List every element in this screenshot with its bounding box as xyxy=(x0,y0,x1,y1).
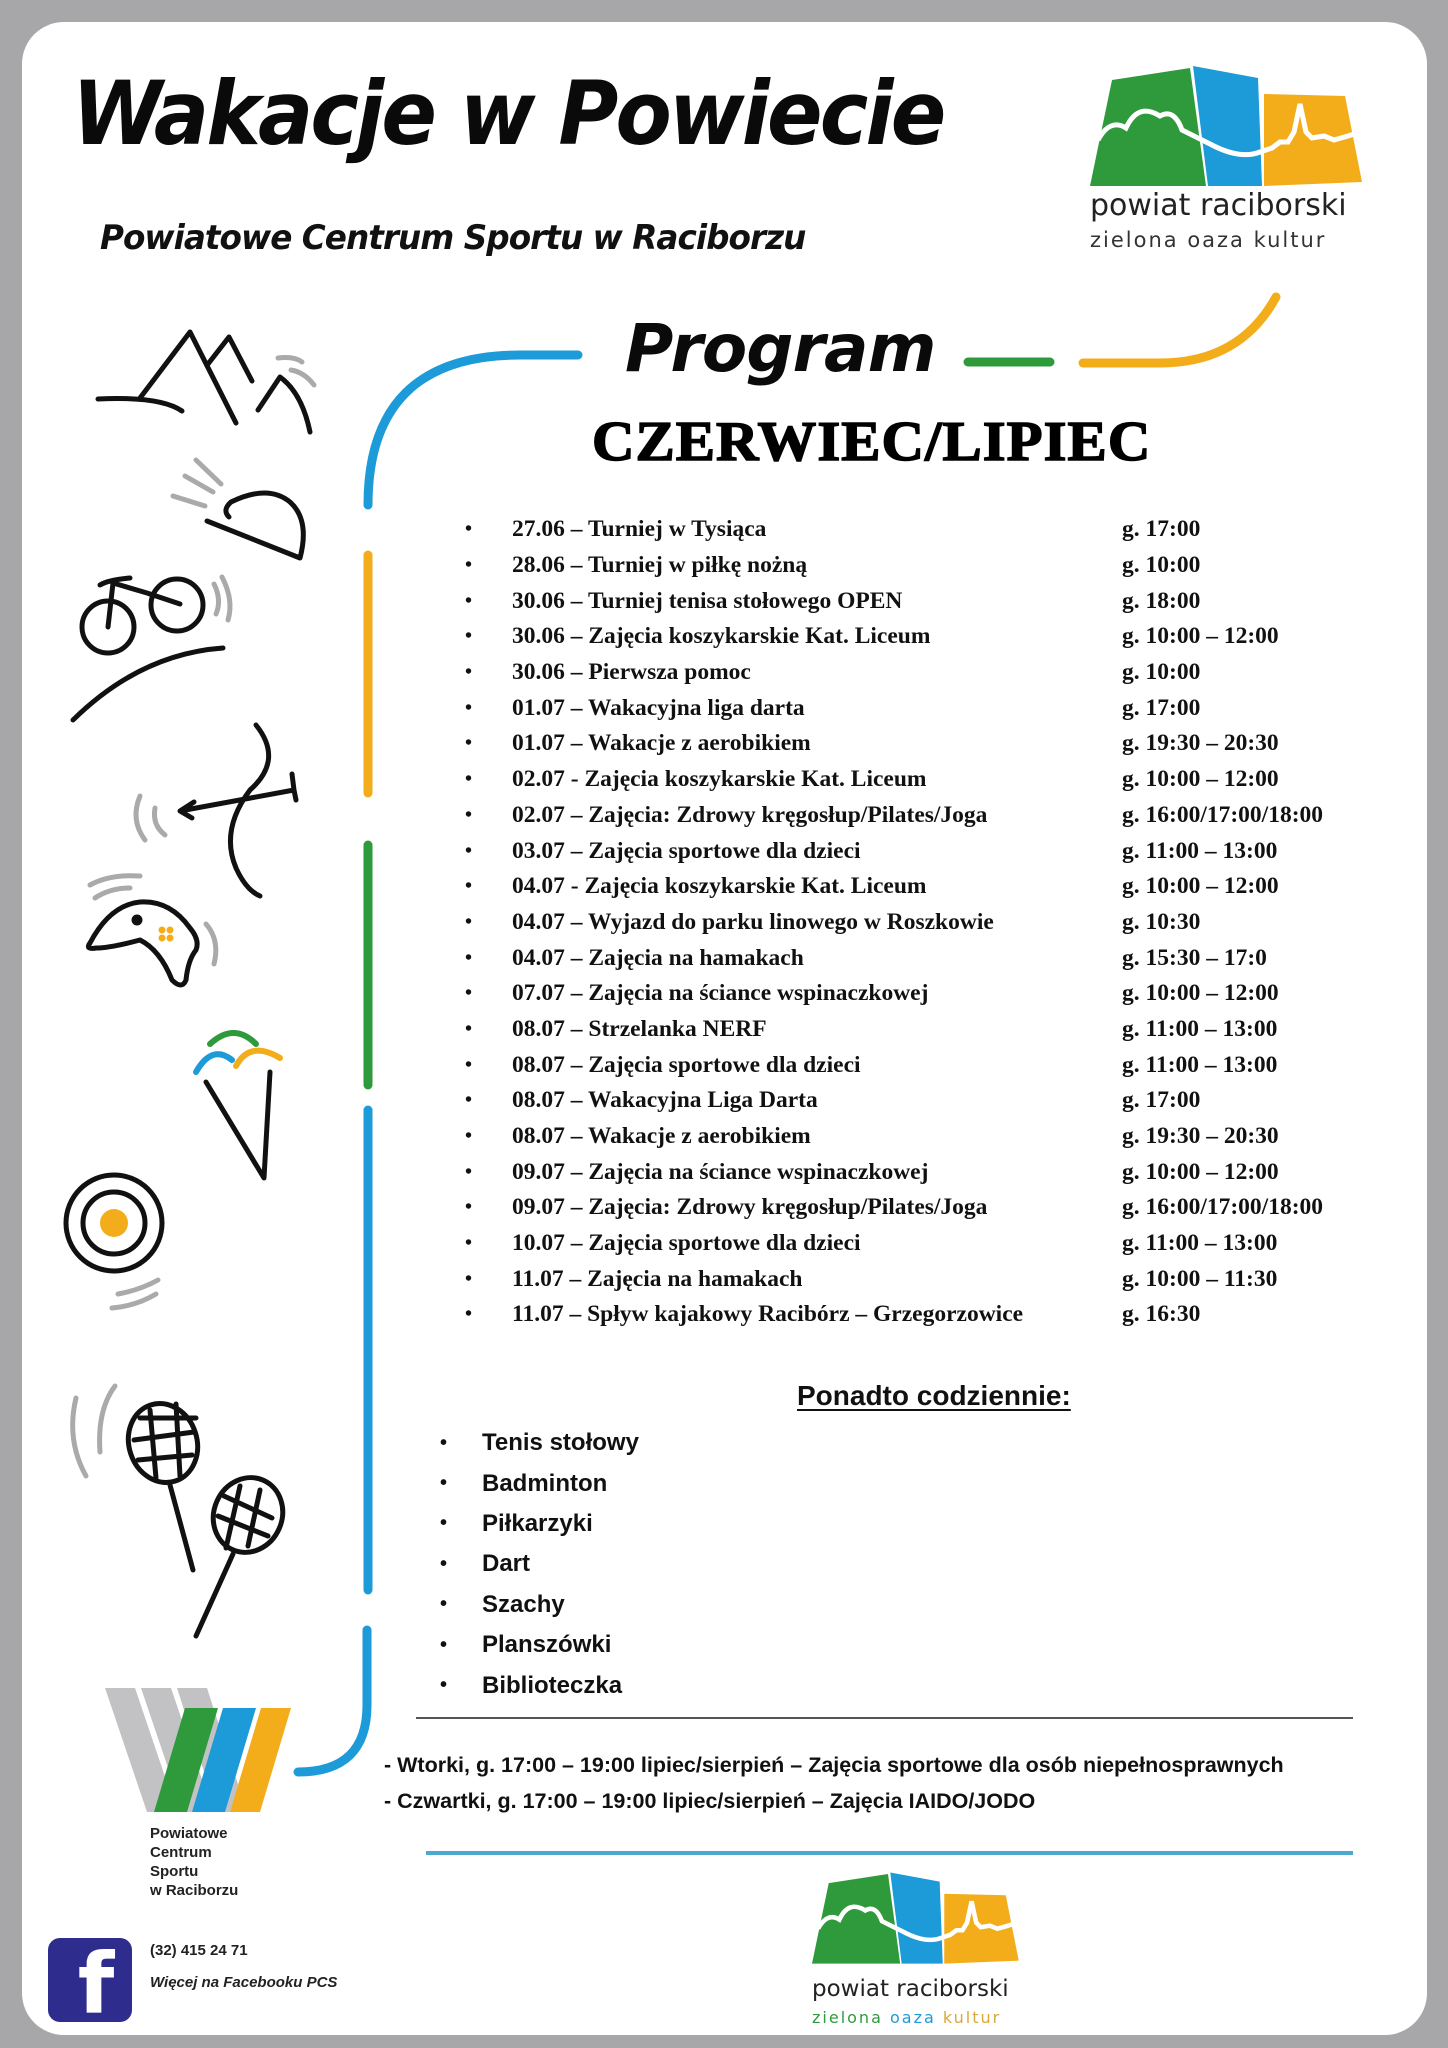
event-name: 11.07 – Zajęcia na hamakach xyxy=(512,1265,803,1292)
bullet: • xyxy=(440,1472,448,1495)
schedule-item xyxy=(463,726,1323,762)
bullet: • xyxy=(465,1267,473,1290)
schedule-item xyxy=(463,1297,1323,1333)
event-time: g. 17:00 xyxy=(1122,1087,1201,1114)
schedule-item xyxy=(463,762,1323,798)
bullet: • xyxy=(440,1552,448,1575)
logo-powiat-top-emblem xyxy=(1090,66,1362,186)
event-time: g. 10:00 – 12:00 xyxy=(1122,980,1279,1007)
months-title: CZERWIEC/LIPIEC xyxy=(592,411,1152,473)
daily-item xyxy=(440,1665,639,1705)
event-time: g. 11:00 – 13:00 xyxy=(1122,1230,1278,1257)
daily-item-label: Badminton xyxy=(482,1469,608,1497)
icon-color-accents xyxy=(100,927,280,1238)
bullet: • xyxy=(465,982,473,1005)
schedule-item xyxy=(463,1119,1323,1155)
event-name: 28.06 – Turniej w piłkę nożną xyxy=(512,552,808,579)
event-time: g. 10:00 – 12:00 xyxy=(1122,623,1279,650)
daily-item-label: Dart xyxy=(482,1550,531,1578)
daily-item xyxy=(440,1544,639,1584)
event-name: 08.07 – Strzelanka NERF xyxy=(512,1015,767,1042)
event-time: g. 16:00/17:00/18:00 xyxy=(1122,1194,1324,1221)
schedule-item xyxy=(463,1226,1323,1262)
event-time: g. 16:00/17:00/18:00 xyxy=(1122,801,1324,828)
schedule-item xyxy=(463,869,1323,905)
event-name: 02.07 – Zajęcia: Zdrowy kręgosłup/Pilates/Joga xyxy=(512,801,988,828)
daily-item xyxy=(440,1585,639,1625)
target-icon xyxy=(66,1175,162,1308)
bullet: • xyxy=(465,1303,473,1326)
schedule-item xyxy=(463,690,1323,726)
daily-item xyxy=(440,1504,639,1544)
phone-number: (32) 415 24 71 xyxy=(150,1942,248,1959)
bullet: • xyxy=(465,1160,473,1183)
bullet: • xyxy=(465,839,473,862)
schedule-item xyxy=(463,940,1323,976)
facebook-glyph: f xyxy=(77,1938,115,2022)
event-name: 08.07 – Wakacje z aerobikiem xyxy=(512,1123,811,1150)
bullet: • xyxy=(465,946,473,969)
pcs-logo-icon xyxy=(105,1688,291,1812)
bullet: • xyxy=(440,1431,448,1454)
event-name: 30.06 – Turniej tenisa stołowego OPEN xyxy=(512,587,903,614)
schedule-item xyxy=(463,1047,1323,1083)
event-time: g. 10:00 xyxy=(1122,659,1201,686)
schedule-item xyxy=(463,655,1323,691)
mountains-icon xyxy=(98,332,314,432)
schedule-item xyxy=(463,1261,1323,1297)
schedule-item xyxy=(463,548,1323,584)
blue-line-top xyxy=(368,355,578,505)
divider-blue xyxy=(426,1851,1353,1855)
event-name: 01.07 – Wakacje z aerobikiem xyxy=(512,730,811,757)
facebook-link-text[interactable]: Więcej na Facebooku PCS xyxy=(150,1974,338,1991)
schedule-item xyxy=(463,512,1323,548)
note-tuesday: - Wtorki, g. 17:00 – 19:00 lipiec/sierpień – Zajęcia sportowe dla osób niepełnosprawnych xyxy=(384,1753,1284,1777)
bullet: • xyxy=(465,1232,473,1255)
blue-line-bottom-hook xyxy=(298,1630,367,1772)
event-time: g. 19:30 – 20:30 xyxy=(1122,730,1279,757)
event-time: g. 10:30 xyxy=(1122,908,1201,935)
daily-activities-list xyxy=(440,1423,639,1706)
event-time: g. 10:00 – 12:00 xyxy=(1122,766,1279,793)
tagline-word-1: zielona xyxy=(812,2008,883,2027)
event-time: g. 11:00 – 13:00 xyxy=(1122,1051,1278,1078)
event-name: 04.07 – Zajęcia na hamakach xyxy=(512,944,804,971)
bullet: • xyxy=(440,1512,448,1535)
pcs-name-line: Centrum xyxy=(150,1844,212,1861)
event-name: 09.07 – Zajęcia: Zdrowy kręgosłup/Pilates/Joga xyxy=(512,1194,988,1221)
event-name: 08.07 – Wakacyjna Liga Darta xyxy=(512,1087,818,1114)
daily-item xyxy=(440,1463,639,1503)
schedule-item xyxy=(463,1154,1323,1190)
schedule-item xyxy=(463,833,1323,869)
bullet: • xyxy=(465,768,473,791)
bullet: • xyxy=(465,1017,473,1040)
schedule-item xyxy=(463,976,1323,1012)
event-name: 10.07 – Zajęcia sportowe dla dzieci xyxy=(512,1230,861,1257)
daily-item-label: Szachy xyxy=(482,1590,565,1618)
bullet: • xyxy=(465,661,473,684)
schedule-item xyxy=(463,798,1323,834)
logo-powiat-name: powiat raciborski xyxy=(1090,188,1347,223)
gamepad-icon xyxy=(88,876,215,985)
event-name: 02.07 - Zajęcia koszykarskie Kat. Liceum xyxy=(512,766,927,793)
daily-heading: Ponadto codziennie: xyxy=(797,1380,1071,1411)
event-name: 30.06 – Zajęcia koszykarskie Kat. Liceum xyxy=(512,623,931,650)
bullet: • xyxy=(465,910,473,933)
event-time: g. 10:00 – 12:00 xyxy=(1122,873,1279,900)
event-name: 11.07 – Spływ kajakowy Racibórz – Grzegorzowice xyxy=(512,1301,1024,1328)
bullet: • xyxy=(465,1053,473,1076)
schedule-item xyxy=(463,1012,1323,1048)
logo-powiat-bottom-tagline xyxy=(812,2008,1001,2027)
bullet: • xyxy=(465,589,473,612)
logo-powiat-tagline: zielona oaza kultur xyxy=(1090,228,1327,252)
bullet: • xyxy=(440,1674,448,1697)
event-time: g. 10:00 – 12:00 xyxy=(1122,1158,1279,1185)
bullet: • xyxy=(465,554,473,577)
event-time: g. 11:00 – 13:00 xyxy=(1122,1015,1278,1042)
event-time: g. 18:00 xyxy=(1122,587,1201,614)
bullet: • xyxy=(465,1196,473,1219)
event-time: g. 11:00 – 13:00 xyxy=(1122,837,1278,864)
event-time: g. 15:30 – 17:0 xyxy=(1122,944,1267,971)
event-name: 03.07 – Zajęcia sportowe dla dzieci xyxy=(512,837,861,864)
yellow-line-curve xyxy=(1083,297,1276,363)
pcs-name-line: Sportu xyxy=(150,1863,199,1880)
event-time: g. 10:00 – 11:30 xyxy=(1122,1265,1278,1292)
event-name: 04.07 - Zajęcia koszykarskie Kat. Liceum xyxy=(512,873,927,900)
bullet: • xyxy=(465,518,473,541)
bullet: • xyxy=(465,696,473,719)
tagline-word-2: oaza xyxy=(889,2008,936,2027)
facebook-icon[interactable] xyxy=(48,1938,132,2022)
page-subtitle: Powiatowe Centrum Sportu w Raciborzu xyxy=(100,218,806,258)
logo-powiat-bottom-emblem xyxy=(812,1872,1019,1963)
logo-powiat-bottom-name: powiat raciborski xyxy=(812,1976,1009,2002)
pcs-name-line: Powiatowe xyxy=(150,1825,228,1842)
daily-item-label: Piłkarzyki xyxy=(482,1509,593,1537)
bullet: • xyxy=(465,1089,473,1112)
bow-arrow-icon xyxy=(136,725,296,896)
bullet: • xyxy=(465,625,473,648)
bullet: • xyxy=(440,1633,448,1656)
event-name: 27.06 – Turniej w Tysiąca xyxy=(512,516,767,543)
event-name: 04.07 – Wyjazd do parku linowego w Roszkowie xyxy=(512,908,994,935)
daily-item-label: Biblioteczka xyxy=(482,1671,623,1699)
bullet: • xyxy=(465,1125,473,1148)
schedule-list xyxy=(463,512,1323,1333)
bullet: • xyxy=(465,803,473,826)
bullet: • xyxy=(465,875,473,898)
divider xyxy=(416,1717,1353,1719)
note-thursday: - Czwartki, g. 17:00 – 19:00 lipiec/sierpień – Zajęcia IAIDO/JODO xyxy=(384,1789,1036,1813)
daily-item xyxy=(440,1625,639,1665)
program-title: Program xyxy=(625,310,936,387)
daily-item-label: Planszówki xyxy=(482,1631,612,1659)
schedule-item xyxy=(463,1083,1323,1119)
bicycle-icon xyxy=(73,577,230,720)
event-time: g. 17:00 xyxy=(1122,516,1201,543)
pcs-name xyxy=(150,1824,238,1900)
schedule-item xyxy=(463,583,1323,619)
event-name: 09.07 – Zajęcia na ściance wspinaczkowej xyxy=(512,1158,929,1185)
daily-item xyxy=(440,1423,639,1463)
ball-icon xyxy=(173,460,303,558)
page-title: Wakacje w Powiecie xyxy=(72,62,944,165)
event-time: g. 16:30 xyxy=(1122,1301,1201,1328)
schedule-item xyxy=(463,905,1323,941)
bullet: • xyxy=(440,1593,448,1616)
daily-item-label: Tenis stołowy xyxy=(482,1429,639,1457)
schedule-item xyxy=(463,1190,1323,1226)
event-name: 30.06 – Pierwsza pomoc xyxy=(512,659,751,686)
event-time: g. 19:30 – 20:30 xyxy=(1122,1123,1279,1150)
event-name: 01.07 – Wakacyjna liga darta xyxy=(512,694,805,721)
event-name: 08.07 – Zajęcia sportowe dla dzieci xyxy=(512,1051,861,1078)
event-time: g. 10:00 xyxy=(1122,552,1201,579)
bullet: • xyxy=(465,732,473,755)
extra-notes xyxy=(384,1747,1284,1819)
pcs-name-line: w Raciborzu xyxy=(150,1882,239,1899)
badminton-rackets-icon xyxy=(73,1386,295,1636)
ice-cream-icon xyxy=(206,1072,270,1178)
event-name: 07.07 – Zajęcia na ściance wspinaczkowej xyxy=(512,980,929,1007)
schedule-item xyxy=(463,619,1323,655)
event-time: g. 17:00 xyxy=(1122,694,1201,721)
tagline-word-3: kultur xyxy=(942,2008,1002,2027)
